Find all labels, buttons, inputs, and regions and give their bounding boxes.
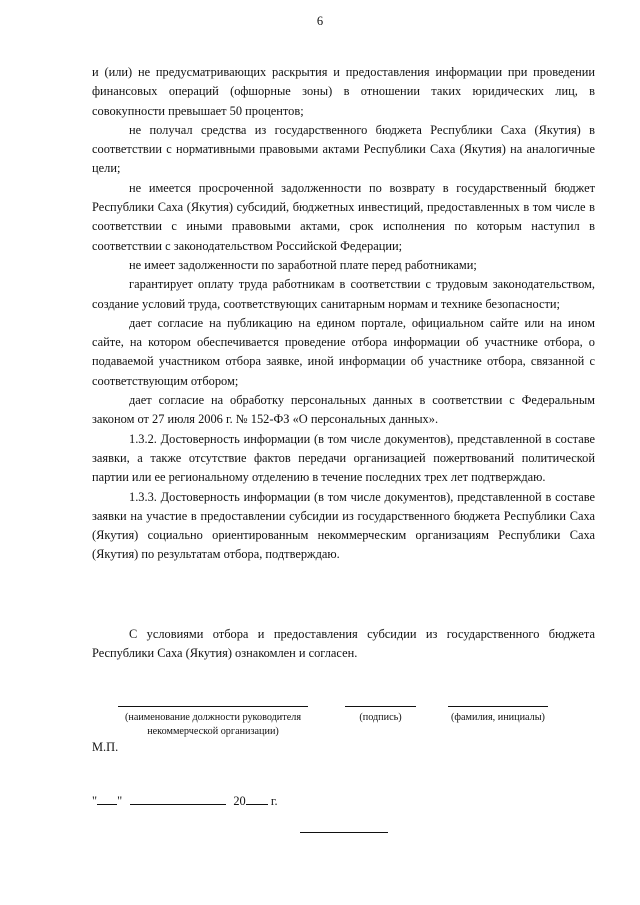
paragraph-no-wage-arrears: не имеет задолженности по заработной плате перед работниками; (129, 257, 477, 272)
stamp-label: М.П. (92, 740, 119, 754)
date-open-quote: " (92, 794, 98, 808)
position-signature-line (118, 706, 308, 707)
agreement-statement: С условиями отбора и предоставления субсидии из государственного бюджета Республики Саха (Якутия) ознакомлен и согласен. (92, 627, 595, 661)
page-number: 6 (316, 14, 324, 28)
position-caption (104, 711, 322, 739)
name-signature-line (448, 706, 548, 707)
year-century: 20 (233, 794, 246, 808)
date-close-quote: " (117, 794, 123, 808)
signature-caption: (подпись) (359, 712, 402, 723)
paragraph-no-overdue-debt: не имеется просроченной задолженности по возврату в государственный бюджет Республики Саха (Якутия) субсидий, бюджетных инвестиций, предоставленных в том числе в соответствии с иными правовыми актами, срок исполнения по которым наступил в соответствии с законодательством Российской Федерации; (92, 180, 595, 253)
paragraph-labor-guarantee: гарантирует оплату труда работникам в соответствии с трудовым законодательством, создание условий труда, соответствующих санитарным нормам и технике безопасности; (92, 277, 595, 311)
month-blank (130, 793, 226, 805)
day-blank (97, 793, 117, 805)
signature-line (345, 706, 416, 707)
name-caption: (фамилия, инициалы) (451, 712, 545, 723)
bottom-separator-line (300, 832, 388, 833)
year-blank (246, 793, 268, 805)
paragraph-1-3-2: 1.3.2. Достоверность информации (в том числе документов), представленной в составе заявки, а также отсутствие фактов передачи организацией пожертвований политической партии или ее региональному отделению в течение последних трех лет подтверждаю. (92, 431, 595, 485)
paragraph-publication-consent: дает согласие на публикацию на едином портале, официальном сайте или на ином сайте, на котором обеспечивается проведение отбора информации об участнике отбора, о подаваемой участником отбора заявке, иной информации об участнике отбора, связанной с соответствующим отбором; (92, 315, 595, 388)
paragraph-1-3-3: 1.3.3. Достоверность информации (в том числе документов), представленной в составе заявки на участие в предоставлении субсидии из государственного бюджета Республики Саха (Якутия) социально ориентированным некоммерческим организациям Республики Саха (Якутия) по результатам отбора, подтверждаю. (92, 489, 595, 562)
date-row (92, 793, 278, 809)
document-body (92, 63, 595, 565)
year-suffix: г. (270, 794, 278, 808)
paragraph-continuation: и (или) не предусматривающих раскрытия и предоставления информации при проведении финансовых операций (офшорные зоны) в отношении таких юридических лиц, в совокупности превышает 50 процентов; (92, 65, 595, 118)
position-caption-line2: некоммерческой организации) (147, 726, 279, 737)
position-caption-line1: (наименование должности руководителя (124, 712, 302, 723)
paragraph-no-state-funds: не получал средства из государственного бюджета Республики Саха (Якутия) в соответствии с нормативными правовыми актами Республики Саха (Якутия) на аналогичные цели; (92, 122, 595, 176)
paragraph-personal-data-consent: дает согласие на обработку персональных данных в соответствии с Федеральным законом от 27 июля 2006 г. № 152-ФЗ «О персональных данных». (92, 393, 595, 427)
